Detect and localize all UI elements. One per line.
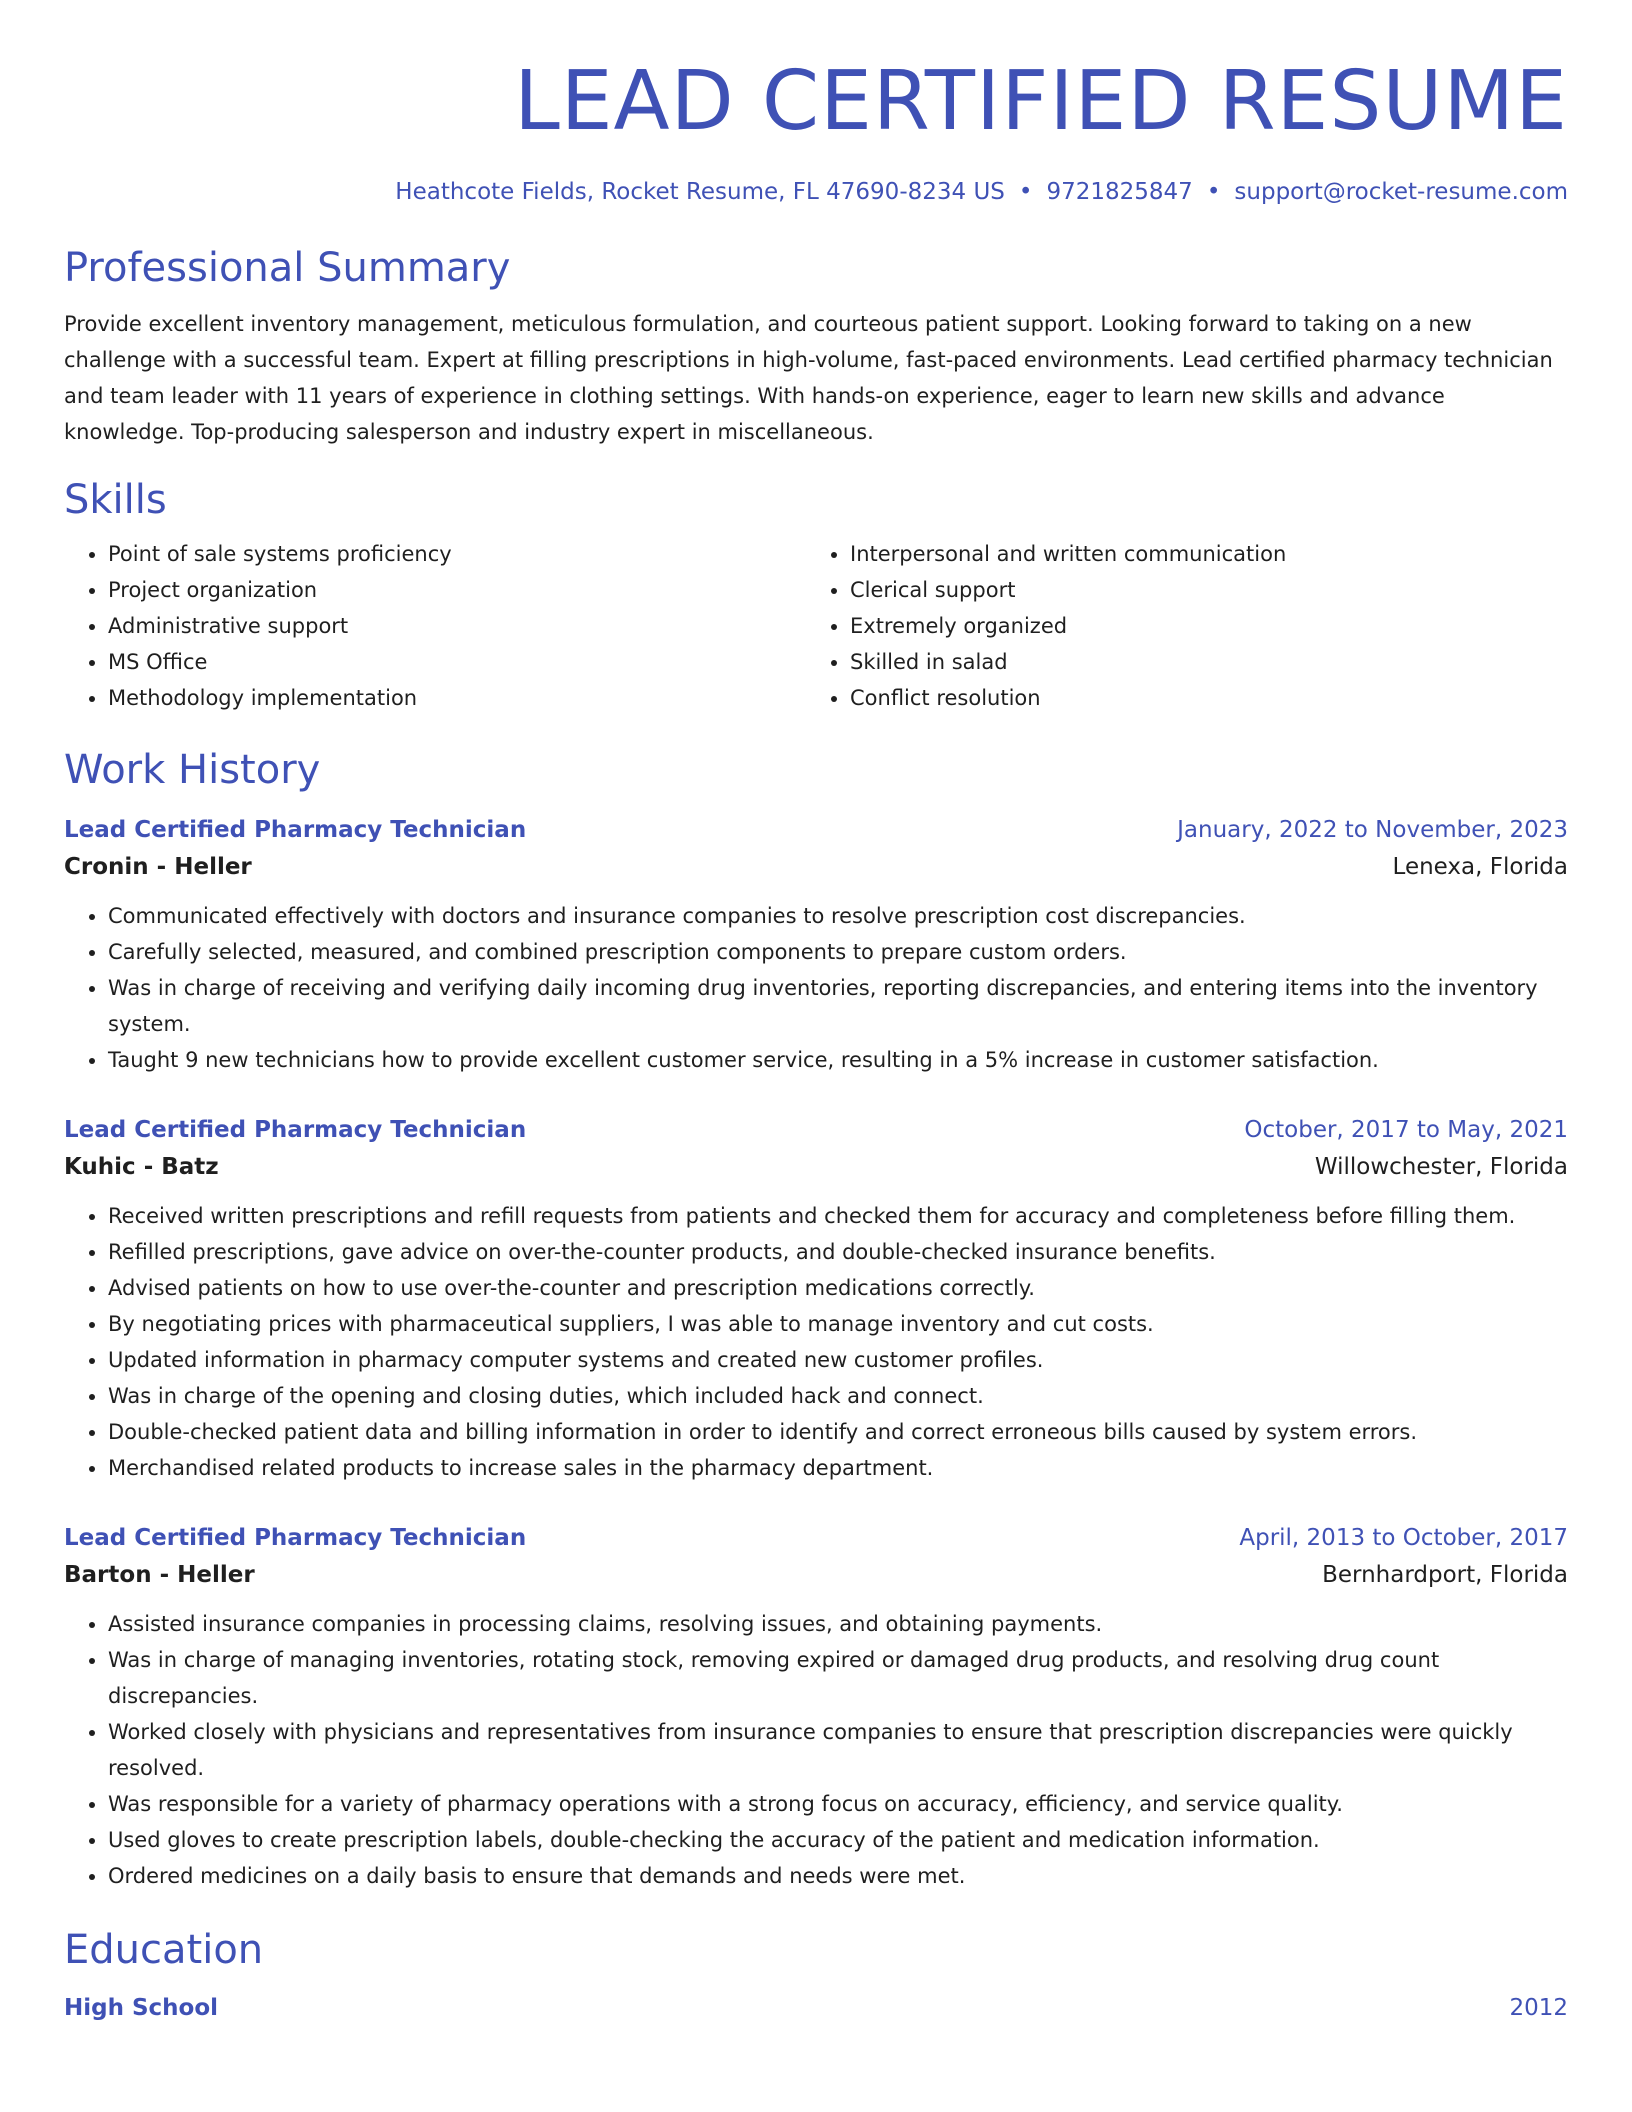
- job-bullet: • Was in charge of managing inventories, rotating stock, removing expired or damaged drug products, and resolving drug count discrepancies.: [108, 1642, 1568, 1714]
- education-entry: [64, 1990, 1568, 2026]
- skill-item: • Administrative support: [108, 608, 806, 644]
- job-bullets: [64, 1606, 1568, 1894]
- job-company-row: [64, 1556, 1568, 1594]
- skills-column-left: [64, 536, 806, 716]
- job-bullet: • Communicated effectively with doctors and insurance companies to resolve prescription cost discrepancies.: [108, 898, 1568, 934]
- job-entry: [64, 1112, 1568, 1486]
- education-heading: Education: [64, 1927, 264, 1973]
- job-bullet: • Used gloves to create prescription labels, double-checking the accuracy of the patient and medication information.: [108, 1822, 1568, 1858]
- job-company-row: [64, 1148, 1568, 1186]
- job-title: Lead Certified Pharmacy Technician: [64, 817, 527, 843]
- contact-separator: •: [1206, 179, 1221, 205]
- skill-item: • MS Office: [108, 644, 806, 680]
- resume-page: [64, 0, 1568, 2026]
- job-bullet: • Double-checked patient data and billing information in order to identify and correct erroneous bills caused by system errors.: [108, 1414, 1568, 1450]
- contact-separator: •: [1018, 179, 1033, 205]
- job-dates: January, 2022 to November, 2023: [1177, 817, 1568, 843]
- skill-item: • Project organization: [108, 572, 806, 608]
- job-bullet: • Was in charge of receiving and verifying daily incoming drug inventories, reporting discrepancies, and entering items into the inventory system.: [108, 970, 1568, 1042]
- job-company: Barton - Heller: [64, 1562, 255, 1588]
- job-location: Bernhardport, Florida: [1322, 1562, 1568, 1588]
- education-degree: High School: [64, 1995, 219, 2021]
- job-entry: [64, 812, 1568, 1078]
- job-bullet: • Refilled prescriptions, gave advice on over-the-counter products, and double-checked insurance benefits.: [108, 1234, 1568, 1270]
- job-location: Lenexa, Florida: [1392, 854, 1568, 880]
- skill-item: • Clerical support: [850, 572, 1548, 608]
- job-header-row: [64, 1112, 1568, 1148]
- skill-item: • Extremely organized: [850, 608, 1548, 644]
- skill-item: • Interpersonal and written communication: [850, 536, 1548, 572]
- job-bullet: • Worked closely with physicians and representatives from insurance companies to ensure that prescription discrepancies were quickly resolved.: [108, 1714, 1568, 1786]
- contact-line: [64, 176, 1568, 208]
- summary-heading: Professional Summary: [64, 245, 511, 291]
- job-bullet: • Taught 9 new technicians how to provide excellent customer service, resulting in a 5% increase in customer satisfaction.: [108, 1042, 1568, 1078]
- job-bullet: • Received written prescriptions and refill requests from patients and checked them for accuracy and completeness before filling them.: [108, 1198, 1568, 1234]
- work-history-heading: Work History: [64, 747, 321, 793]
- job-bullet: • By negotiating prices with pharmaceutical suppliers, I was able to manage inventory and cut costs.: [108, 1306, 1568, 1342]
- skill-item: • Skilled in salad: [850, 644, 1548, 680]
- education-year: 2012: [1509, 1995, 1568, 2021]
- job-header-row: [64, 1520, 1568, 1556]
- summary-text: Provide excellent inventory management, meticulous formulation, and courteous patient support. Looking forward to taking on a new challenge with a successful team. Expert at filling prescriptions in high-volume, fast-paced environments. Lead certified pharmacy technician and team leader with 11 years of experience in clothing settings. With hands-on experience, eager to learn new skills and advance knowledge. Top-producing salesperson and industry expert in miscellaneous.: [64, 312, 1553, 444]
- job-company-row: [64, 848, 1568, 886]
- resume-name: LEAD CERTIFIED RESUME: [514, 54, 1568, 149]
- job-bullet: • Ordered medicines on a daily basis to ensure that demands and needs were met.: [108, 1858, 1568, 1894]
- job-company: Kuhic - Batz: [64, 1154, 219, 1180]
- job-bullet: • Assisted insurance companies in processing claims, resolving issues, and obtaining payments.: [108, 1606, 1568, 1642]
- skills-column-right: [806, 536, 1548, 716]
- skills-list: [64, 536, 1568, 716]
- job-header-row: [64, 812, 1568, 848]
- skill-item: • Methodology implementation: [108, 680, 806, 716]
- job-entry: [64, 1520, 1568, 1894]
- contact-phone: 9721825847: [1046, 179, 1193, 205]
- skill-item: • Conflict resolution: [850, 680, 1548, 716]
- job-bullet: • Updated information in pharmacy computer systems and created new customer profiles.: [108, 1342, 1568, 1378]
- skill-item: • Point of sale systems proficiency: [108, 536, 806, 572]
- job-bullet: • Was in charge of the opening and closing duties, which included hack and connect.: [108, 1378, 1568, 1414]
- job-bullets: [64, 898, 1568, 1078]
- job-location: Willowchester, Florida: [1314, 1154, 1568, 1180]
- job-bullet: • Carefully selected, measured, and combined prescription components to prepare custom orders.: [108, 934, 1568, 970]
- job-bullet: • Advised patients on how to use over-the-counter and prescription medications correctly.: [108, 1270, 1568, 1306]
- job-bullets: [64, 1198, 1568, 1486]
- job-title: Lead Certified Pharmacy Technician: [64, 1525, 527, 1551]
- contact-email: support@rocket-resume.com: [1234, 179, 1568, 205]
- job-dates: October, 2017 to May, 2021: [1244, 1117, 1568, 1143]
- job-dates: April, 2013 to October, 2017: [1239, 1525, 1568, 1551]
- job-bullet: • Was responsible for a variety of pharmacy operations with a strong focus on accuracy, efficiency, and service quality.: [108, 1786, 1568, 1822]
- contact-address: Heathcote Fields, Rocket Resume, FL 47690-8234 US: [395, 179, 1005, 205]
- job-title: Lead Certified Pharmacy Technician: [64, 1117, 527, 1143]
- job-bullet: • Merchandised related products to increase sales in the pharmacy department.: [108, 1450, 1568, 1486]
- skills-heading: Skills: [64, 477, 167, 523]
- job-company: Cronin - Heller: [64, 854, 252, 880]
